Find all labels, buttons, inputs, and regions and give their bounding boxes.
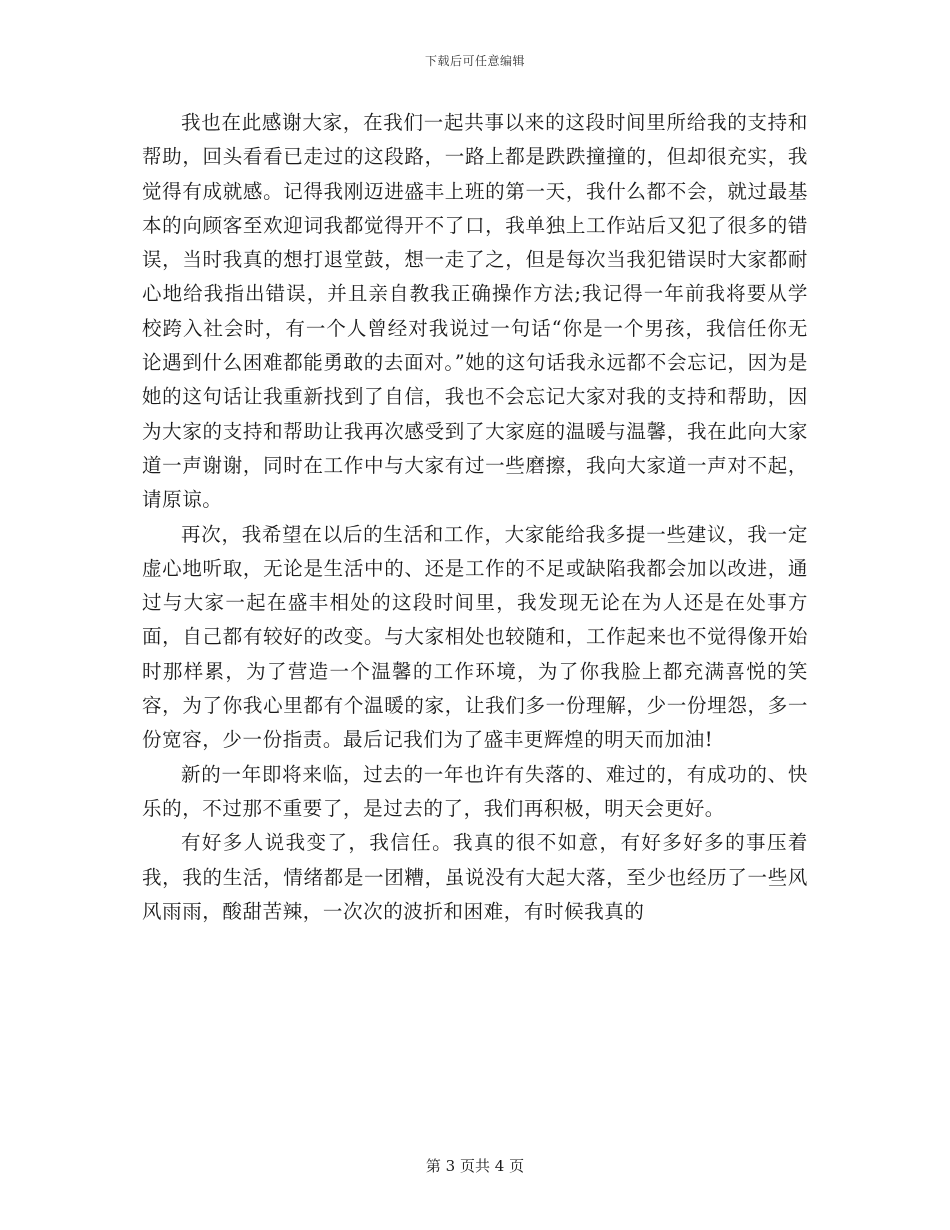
page-footer: 第 3 页共 4 页 [425, 1157, 525, 1175]
paragraph-4: 有好多人说我变了，我信任。我真的很不如意，有好多好多的事压着我，我的生活，情绪都是一团糟，虽说没有大起大落，至少也经历了一些风风雨雨，酸甜苦辣，一次次的波折和困难，有时候我真的 [142, 831, 808, 923]
page-header: 下载后可任意编辑 [424, 54, 525, 68]
paragraph-3: 新的一年即将来临，过去的一年也许有失落的、难过的，有成功的、快乐的，不过那不重要了，是过去的了，我们再积极，明天会更好。 [142, 762, 808, 820]
paragraph-2: 再次，我希望在以后的生活和工作，大家能给我多提一些建议，我一定虚心地听取，无论是生活中的、还是工作的不足或缺陷我都会加以改进，通过与大家一起在盛丰相处的这段时间里，我发现无论在为人还是在处事方面，自己都有较好的改变。与大家相处也较随和，工作起来也不觉得像开始时那样累，为了营造一个温馨的工作环境，为了你我脸上都充满喜悦的笑容，为了你我心里都有个温暖的家，让我们多一份理解，少一份埋怨，多一份宽容，少一份指责。最后记我们为了盛丰更辉煌的明天而加油! [142, 522, 808, 752]
document-body [142, 106, 808, 929]
paragraph-1: 我也在此感谢大家，在我们一起共事以来的这段时间里所给我的支持和帮助，回头看看已走过的这段路，一路上都是跌跌撞撞的，但却很充实，我觉得有成就感。记得我刚迈进盛丰上班的第一天，我什么都不会，就过最基本的向顾客至欢迎词我都觉得开不了口，我单独上工作站后又犯了很多的错误，当时我真的想打退堂鼓，想一走了之，但是每次当我犯错误时大家都耐心地给我指出错误，并且亲自教我正确操作方法;我记得一年前我将要从学校跨入社会时，有一个人曾经对我说过一句话“你是一个男孩，我信任你无论遇到什么困难都能勇敢的去面对。”她的这句话我永远都不会忘记，因为是她的这句话让我重新找到了自信，我也不会忘记大家对我的支持和帮助，因为大家的支持和帮助让我再次感受到了大家庭的温暖与温馨，我在此向大家道一声谢谢，同时在工作中与大家有过一些磨擦，我向大家道一声对不起，请原谅。 [142, 111, 808, 512]
